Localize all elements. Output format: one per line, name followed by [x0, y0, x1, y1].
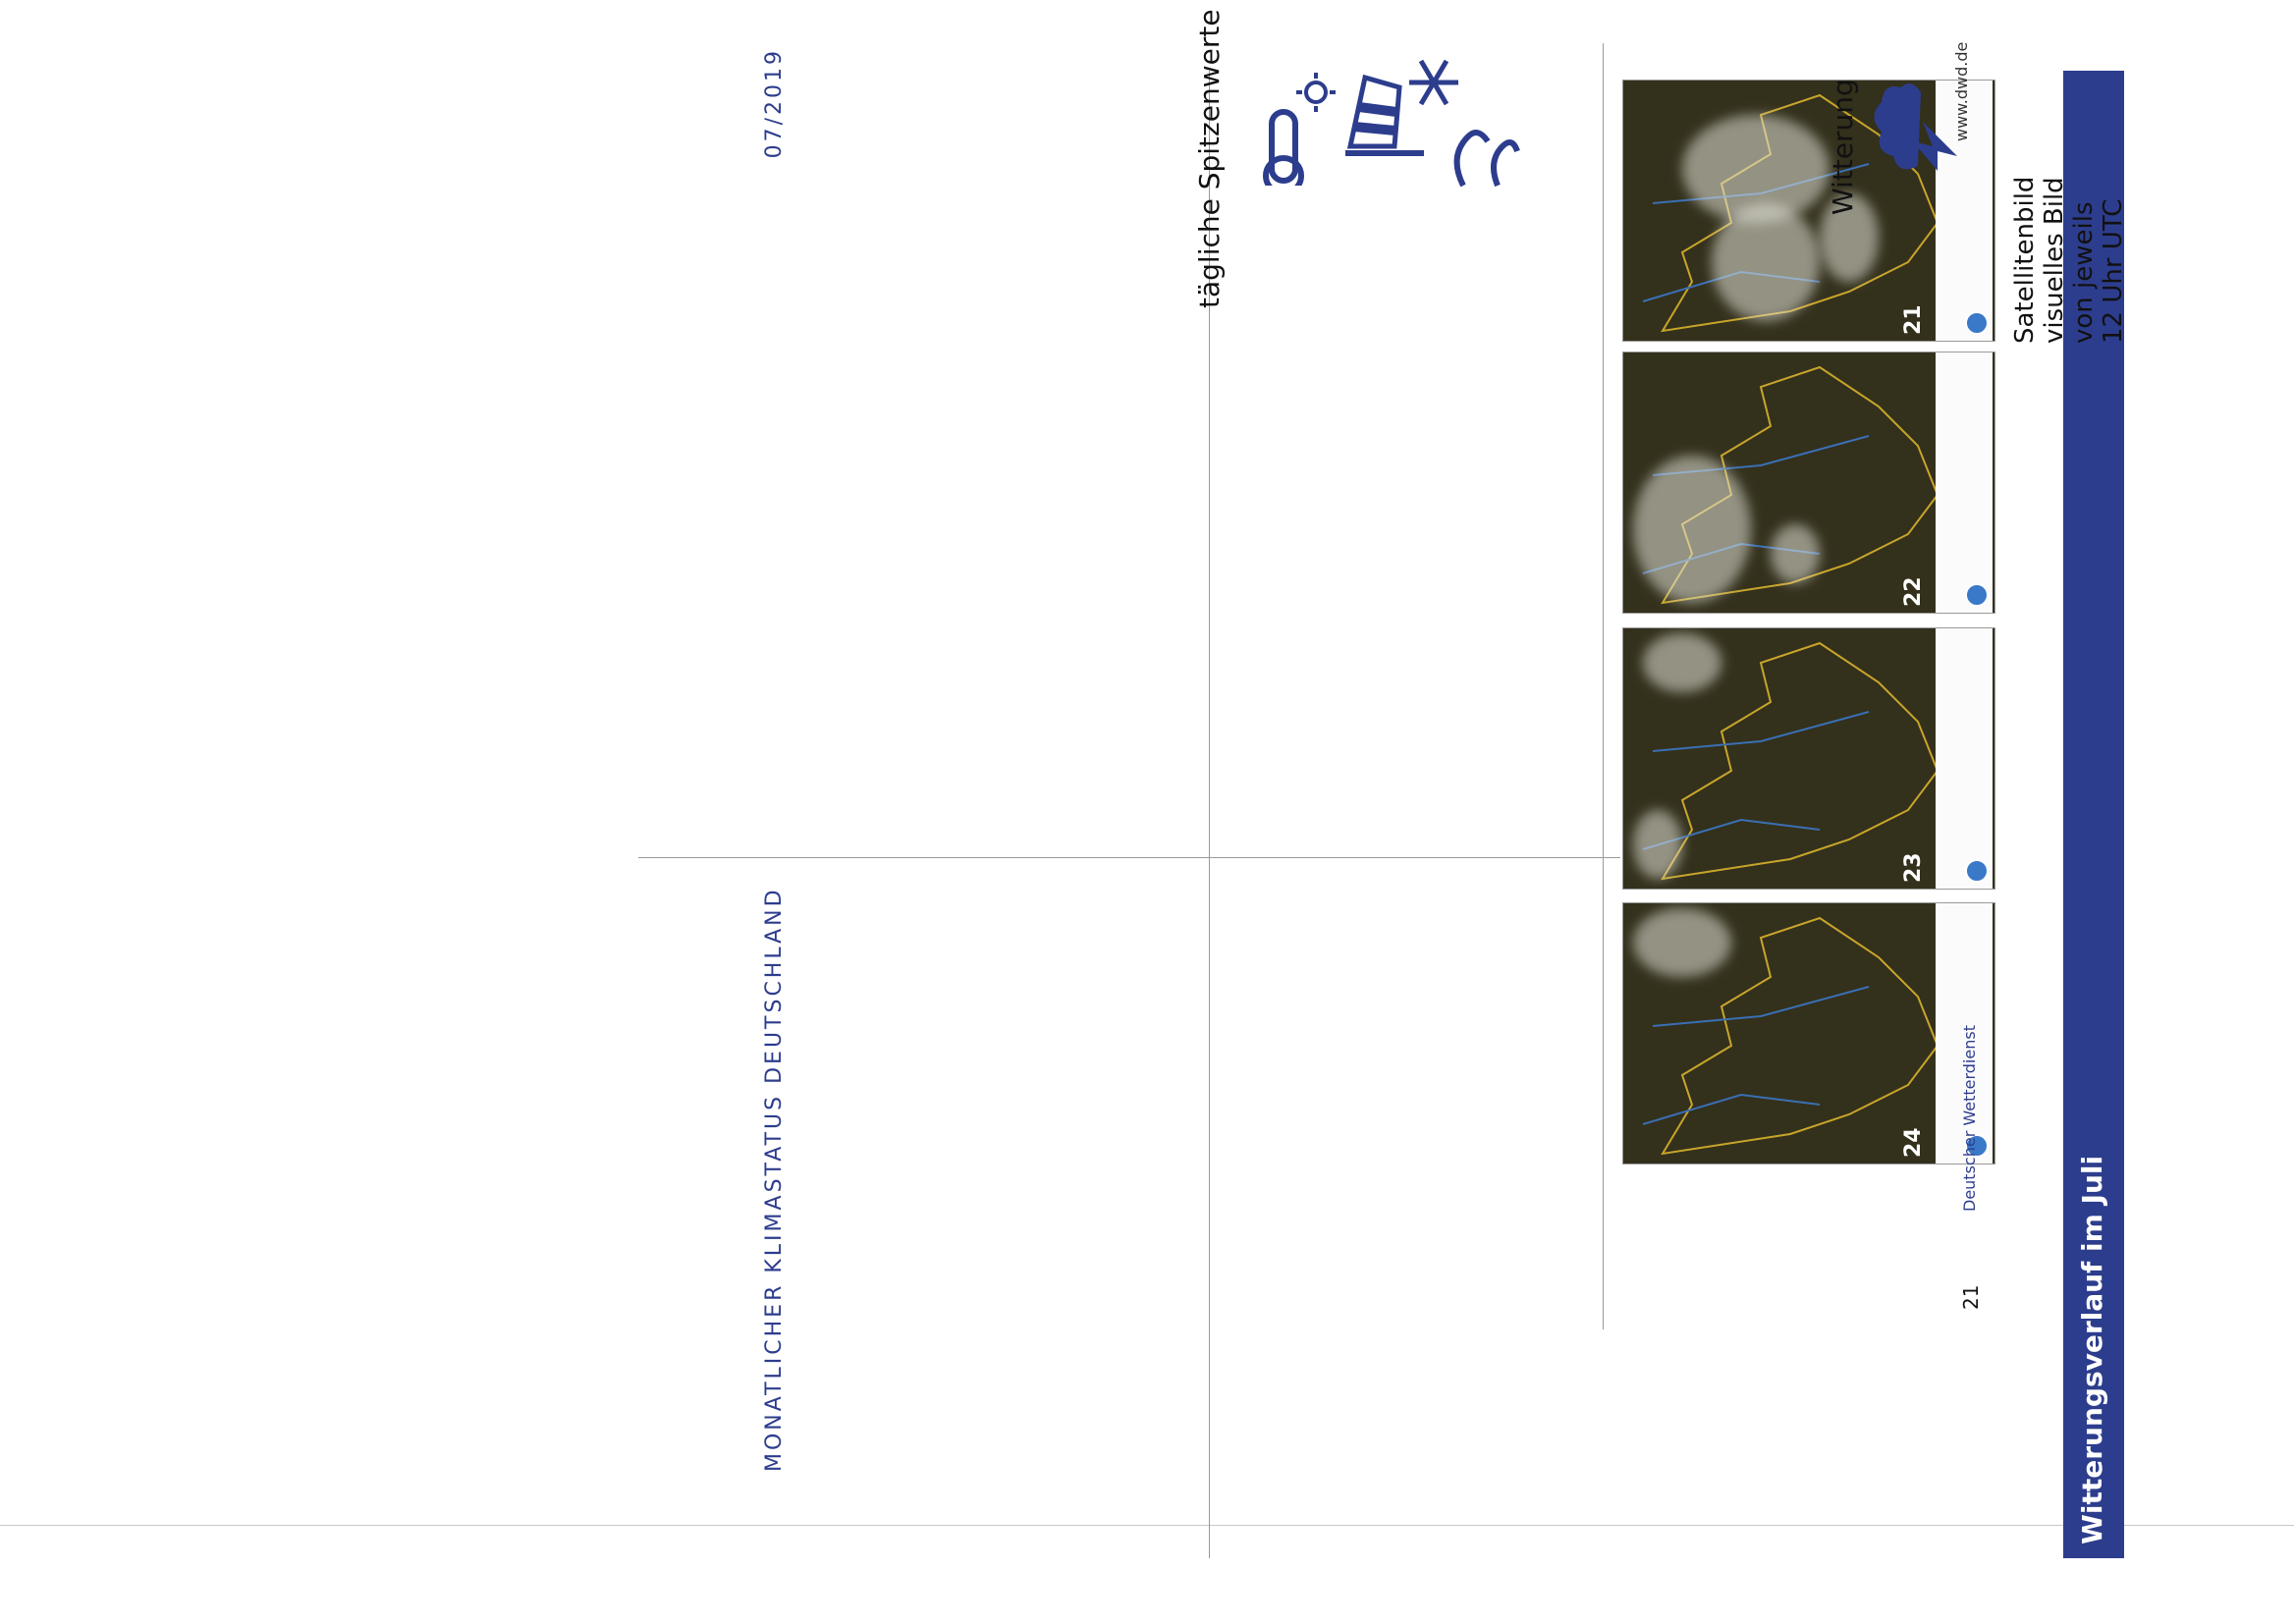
- page-number: 21: [1959, 1284, 1983, 1310]
- spitzenwerte-label: tägliche Spitzenwerte: [1193, 9, 1226, 308]
- witterung-label: Witterung: [1827, 79, 1859, 215]
- satellite-day-label: 22: [1901, 576, 1926, 607]
- issue-label: 07/2019: [762, 48, 787, 159]
- satellite-day-label: 21: [1901, 304, 1926, 335]
- website-label: www.dwd.de: [1952, 41, 1971, 141]
- satellite-day-label: 24: [1901, 1127, 1926, 1158]
- page-title: Witterungsverlauf im Juli: [2076, 1155, 2108, 1544]
- running-title: MONATLICHER KLIMASTATUS DEUTSCHLAND: [762, 887, 787, 1472]
- satellite-caption-line: von jeweils: [2069, 201, 2099, 344]
- satellite-day-label: 23: [1901, 852, 1926, 883]
- satellite-caption-line: 12 Uhr UTC: [2099, 198, 2128, 344]
- satellite-caption-line: Satellitenbild: [2010, 176, 2040, 344]
- satellite-caption-line: visuelles Bild: [2040, 177, 2069, 344]
- org-label: Deutscher Wetterdienst: [1960, 1025, 1979, 1212]
